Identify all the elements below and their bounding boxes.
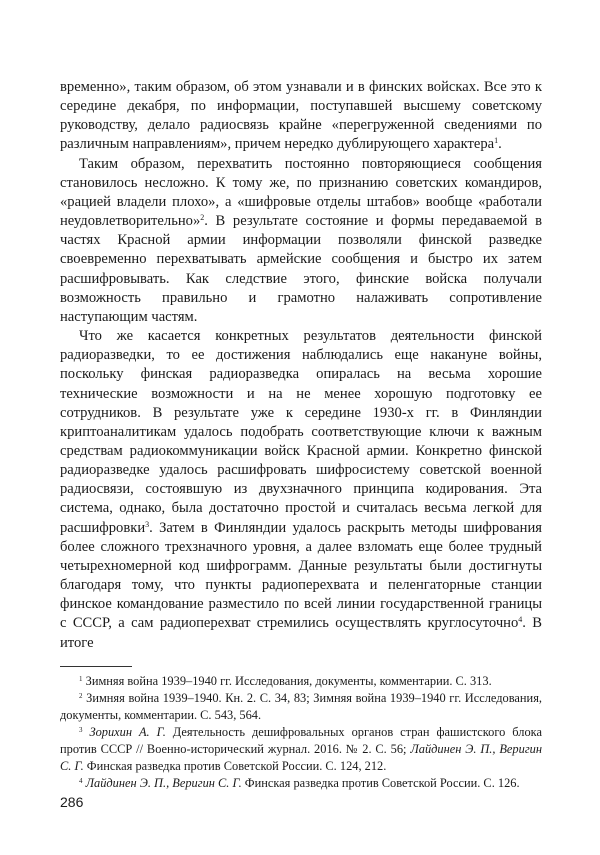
footnote-ref: 3 (145, 519, 150, 529)
footnote: $^2$ Зимняя война 1939–1940. Кн. 2. С. 34, 83; Зимняя война 1939–1940 гг. Исследования, документы, комментарии. С. 543, 564. (60, 690, 542, 722)
footnote-author: Лайдинен Э. П., Веригин С. Г. (60, 741, 542, 773)
footnote-author: Лайдинен Э. П., Веригин С. Г. (85, 775, 242, 790)
footnote-number: 4 (79, 776, 83, 785)
footnote: $^4$ Лайдинен Э. П., Веригин С. Г. Финская разведка против Советской России. С. 126. (79, 775, 520, 790)
paragraph: временно», таким образом, об этом узнавали и в финских войсках. Все это к середине декабря, по информации, поступавшей высшему советскому руководству, делало радиосвязь крайне «перегруженной сведениями по различным направлениям», причем нередко дублирующего характера$^1$. (60, 79, 542, 153)
page-number: 286 (60, 794, 84, 810)
footnote: $^3$ Зорихин А. Г. Деятельность дешифровальных органов стран фашистского блока против СССР // Военно-исторический журнал. 2016. № 2. С. 56; Лайдинен Э. П., Веригин С. Г. Финская разведка против Советской России. С. 124, 212. (60, 724, 542, 773)
footnote-divider (60, 666, 132, 667)
footnote: $^1$ Зимняя война 1939–1940 гг. Исследования, документы, комментарии. С. 313. (79, 673, 492, 688)
body-text (60, 78, 542, 653)
footnote-author: Зорихин А. Г. (89, 724, 166, 739)
paragraph: Таким образом, перехватить постоянно повторяющиеся сообщения становилось несложно. К тому же, по признанию советских командиров, «рацией владели плохо», а «шифровые отделы штабов» вообще «работали неудовлетворительно»$^2$. В результате состояние и формы передаваемой в частях Красной армии информации позволяли финской разведке своевременно перехватывать армейские сообщения и быстро их затем расшифровывать. Как следствие этого, финские войска получали возможность правильно и грамотно налаживать сопротивление наступающим частям. (60, 155, 542, 325)
footnote-ref: 2 (200, 213, 205, 223)
footnote-ref: 4 (518, 615, 523, 625)
footnote-ref: 1 (494, 136, 499, 146)
page-content (60, 78, 542, 792)
footnote-number: 3 (79, 725, 83, 734)
footnote-number: 1 (79, 674, 83, 683)
paragraph: Что же касается конкретных результатов деятельности финской радиоразведки, то ее достижения наблюдались еще накануне войны, поскольку финская радиоразведка опиралась на весьма хорошие технические возможности и на не менее хорошую подготовку ее сотрудников. В результате уже к середине 1930-х гг. в Финляндии криптоаналитикам удалось подобрать соответствующие ключи к важным средствам радиокоммуникации войск Красной армии. Конкретно финской радиоразведке удалось расшифровать шифросистему советской военной радиосвязи, состоявшую из двухзначного принципа кодирования. Эта система, однако, была достаточно простой и считалась весьма легкой для расшифровки$^3$. Затем в Финляндии удалось раскрыть методы шифрования более сложного трехзначного уровня, а далее взломать еще более трудный четырехномерной код шифрограмм. Данные результаты были достигнуты благодаря тому, что пункты радиоперехвата и пеленгаторные станции финское командование разместило по всей линии государственной границы с СССР, а сам радиоперехват стремились осуществлять круглосуточно$^4$. В итоге (60, 328, 543, 651)
footnote-number: 2 (79, 691, 83, 700)
footnotes (60, 673, 542, 792)
